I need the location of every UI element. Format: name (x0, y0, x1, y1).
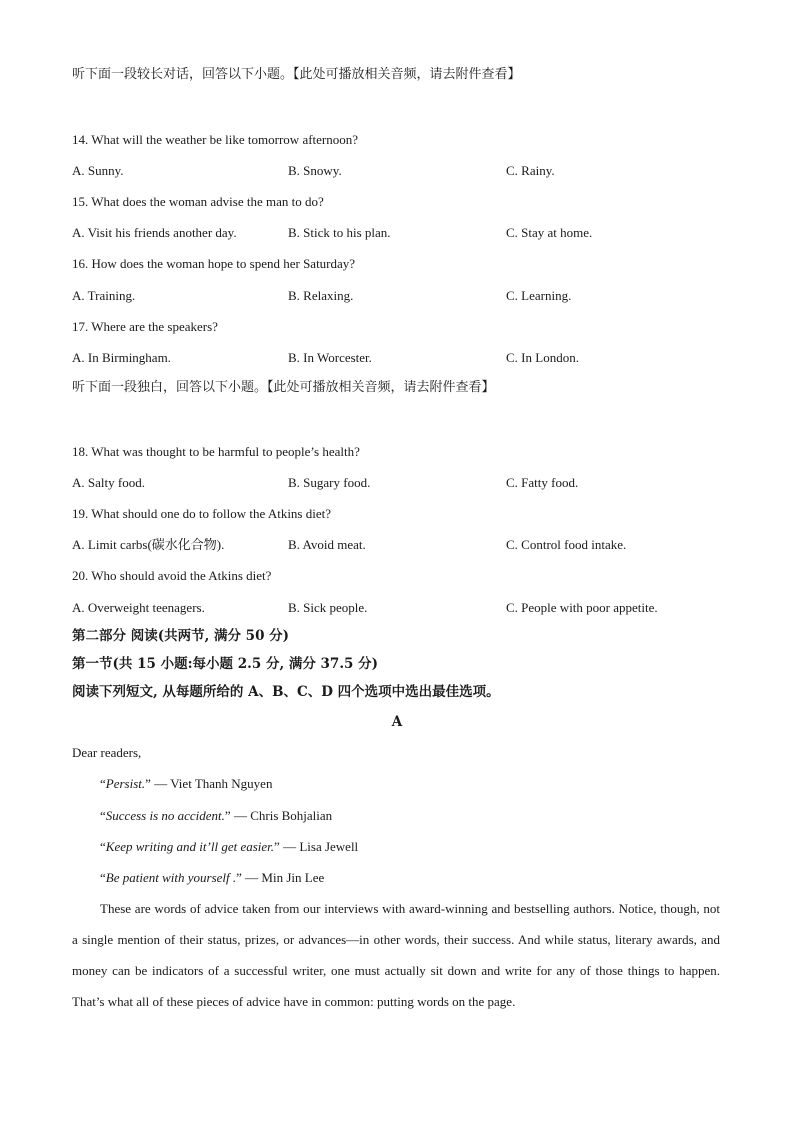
quote-1-author: — Viet Thanh Nguyen (150, 776, 273, 791)
q19-option-c: C. Control food intake. (506, 537, 627, 552)
q17-option-a: A. In Birmingham. (72, 350, 171, 365)
q16-option-c: C. Learning. (506, 288, 572, 303)
quote-3: “Keep writing and it’ll get easier.” — Lisa Jewell (100, 839, 359, 854)
question-16: 16. How does the woman hope to spend her Saturday? (72, 256, 356, 271)
passage-label: A (391, 714, 403, 730)
q20-option-c: C. People with poor appetite. (506, 600, 658, 615)
quote-2-text: Success is no accident. (105, 808, 225, 823)
q18-option-c: C. Fatty food. (506, 475, 579, 490)
reading-instruction: 阅读下列短文, 从每题所给的 A、B、C、D 四个选项中选出最佳选项。 (72, 684, 500, 700)
reading-section-title: 第一节(共 15 小题:每小题 2.5 分, 满分 37.5 分) (72, 656, 379, 672)
quote-4-author: — Min Jin Lee (241, 870, 325, 885)
q19-option-b: B. Avoid meat. (288, 537, 366, 552)
q19-option-a: A. Limit carbs(碳水化合物). (72, 537, 225, 552)
q18-option-b: B. Sugary food. (288, 475, 371, 490)
quote-2-author: — Chris Bohjalian (230, 808, 333, 823)
q17-option-c: C. In London. (506, 350, 579, 365)
question-18: 18. What was thought to be harmful to people’s health? (72, 444, 360, 459)
question-17: 17. Where are the speakers? (72, 319, 218, 334)
quote-4: “Be patient with yourself .” — Min Jin Lee (100, 870, 325, 885)
q15-option-c: C. Stay at home. (506, 225, 593, 240)
q20-option-a: A. Overweight teenagers. (72, 600, 205, 615)
reading-part-title: 第二部分 阅读(共两节, 满分 50 分) (72, 628, 290, 644)
q14-option-a: A. Sunny. (72, 163, 124, 178)
q18-option-a: A. Salty food. (72, 475, 145, 490)
quote-1-text: Persist. (105, 776, 146, 791)
quote-3-text: Keep writing and it’ll get easier. (105, 839, 275, 854)
listening-intro-monologue: 听下面一段独白，回答以下小题。【此处可播放相关音频，请去附件查看】 (72, 380, 495, 395)
question-20: 20. Who should avoid the Atkins diet? (72, 568, 272, 583)
quote-4-text: Be patient with yourself . (105, 870, 237, 885)
question-19: 19. What should one do to follow the Atkins diet? (72, 506, 332, 521)
q15-option-a: A. Visit his friends another day. (72, 225, 237, 240)
question-14: 14. What will the weather be like tomorrow afternoon? (72, 132, 359, 147)
letter-greeting: Dear readers, (72, 745, 142, 760)
q16-option-b: B. Relaxing. (288, 288, 354, 303)
passage-paragraph: These are words of advice taken from our interviews with award-winning and bestselling authors. Notice, though, not a single mention of their status, prizes, or advances—in other words, their success. And while status, literary awards, and money can be indicators of a successful writer, one must actually sit down and write for any of those things to happen. That’s what all of these pieces of advice have in common: putting words on the page. (72, 901, 720, 1009)
quote-1: “Persist.” — Viet Thanh Nguyen (100, 776, 273, 791)
quote-2: “Success is no accident.” — Chris Bohjalian (100, 808, 333, 823)
quote-3-author: — Lisa Jewell (279, 839, 359, 854)
q17-option-b: B. In Worcester. (288, 350, 372, 365)
q20-option-b: B. Sick people. (288, 600, 368, 615)
q14-option-b: B. Snowy. (288, 163, 342, 178)
listening-intro-long: 听下面一段较长对话，回答以下小题。【此处可播放相关音频，请去附件查看】 (72, 67, 521, 82)
q14-option-c: C. Rainy. (506, 163, 555, 178)
q15-option-b: B. Stick to his plan. (288, 225, 391, 240)
q16-option-a: A. Training. (72, 288, 136, 303)
question-15: 15. What does the woman advise the man to do? (72, 194, 324, 209)
